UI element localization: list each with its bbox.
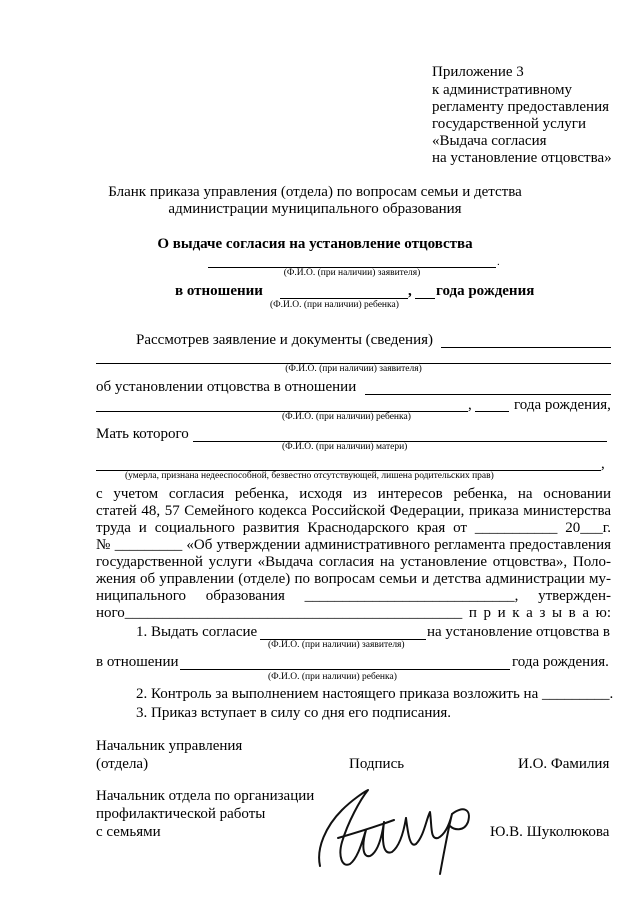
- mother-status-caption: (умерла, признана недееспособной, безвестно отсутствующей, лишена родительских прав): [125, 471, 494, 481]
- birth-year-label: года рождения: [436, 283, 535, 299]
- appendix-line: Приложение 3: [432, 64, 524, 80]
- appendix-line: «Выдача согласия: [432, 133, 547, 149]
- documents-line: [441, 347, 611, 348]
- paragraph-line: труда и социального развития Краснодарского края от ___________ 20___г.: [96, 520, 611, 536]
- appendix-line: на установление отцовства»: [432, 150, 612, 166]
- item1-birth: года рождения.: [512, 654, 609, 670]
- applicant-caption: (Ф.И.О. (при наличии) заявителя): [283, 268, 421, 278]
- paragraph-line: с учетом согласия ребенка, исходя из интересов ребенка, на основании: [96, 486, 611, 502]
- child-caption: (Ф.И.О. (при наличии) ребенка): [270, 300, 399, 310]
- applicant-dot: .: [497, 256, 500, 268]
- appendix-line: регламенту предоставления: [432, 99, 610, 115]
- paternity-regarding-text: об установлении отцовства в отношении: [96, 379, 357, 395]
- item1-child-caption: (Ф.И.О. (при наличии) ребенка): [268, 672, 397, 682]
- dept-title-line: Начальник отдела по организации: [96, 788, 315, 804]
- dept-head-name: Ю.В. Шуколюкова: [490, 824, 610, 840]
- form-heading-line: Бланк приказа управления (отдела) по вопросам семьи и детства: [108, 184, 522, 200]
- order-title: О выдаче согласия на установление отцовства: [157, 236, 473, 252]
- head-title-line1: Начальник управления: [96, 738, 243, 754]
- item1-end-text: на установление отцовства в: [427, 624, 610, 640]
- item1-regarding: в отношении: [96, 654, 179, 670]
- paragraph-line: государственной услуги «Выдача согласия на установление отцовства», Поло-: [96, 554, 611, 570]
- child-age-line: [415, 298, 435, 299]
- mother-status-comma: ,: [601, 456, 605, 472]
- dept-title-line: с семьями: [96, 824, 161, 840]
- item2-text: 2. Контроль за выполнением настоящего приказа возложить на _________.: [136, 686, 614, 702]
- signature-label: Подпись: [349, 756, 405, 772]
- item1-applicant-caption: (Ф.И.О. (при наличии) заявителя): [268, 640, 405, 650]
- comma: ,: [408, 283, 412, 299]
- appendix-line: к административному: [432, 82, 572, 98]
- child-name-line: [280, 298, 408, 299]
- paragraph-line: жения об управлении (отделе) по вопросам семьи и детства администрации му-: [96, 571, 611, 587]
- child-caption-2: (Ф.И.О. (при наличии) ребенка): [282, 412, 411, 422]
- regarding-label: в отношении: [175, 283, 263, 299]
- paragraph-line: № _________ «Об утверждении административного регламента предоставления: [96, 537, 611, 553]
- paragraph-line: статей 48, 57 Семейного кодекса Российской Федерации, приказа министерства: [96, 503, 611, 519]
- handwritten-signature: [312, 778, 484, 878]
- head-title-line2: (отдела): [96, 756, 149, 772]
- applicant-caption-2: (Ф.И.О. (при наличии) заявителя): [285, 364, 422, 374]
- mother-label: Мать которого: [96, 426, 189, 442]
- mother-caption: (Ф.И.О. (при наличии) матери): [282, 442, 408, 452]
- form-heading-line: администрации муниципального образования: [168, 201, 462, 217]
- child-age-line-2: [475, 411, 509, 412]
- item1-text: 1. Выдать согласие: [136, 624, 258, 640]
- paragraph-line: ниципального образования ____________________________, утвержден-: [96, 588, 611, 604]
- comma-2: ,: [468, 397, 472, 413]
- considered-text: Рассмотрев заявление и документы (сведения): [136, 332, 434, 348]
- item1-child-line: [180, 669, 510, 670]
- item3-text: 3. Приказ вступает в силу со дня его подписания.: [136, 705, 452, 721]
- dept-title-line: профилактической работы: [96, 806, 266, 822]
- appendix-line: государственной услуги: [432, 116, 586, 132]
- name-placeholder: И.О. Фамилия: [518, 756, 610, 772]
- birth-year-label-2: года рождения,: [514, 397, 611, 413]
- paternity-child-line: [365, 394, 611, 395]
- paragraph-line: ного_____________________________________________ п р и к а з ы в а ю:: [96, 605, 611, 621]
